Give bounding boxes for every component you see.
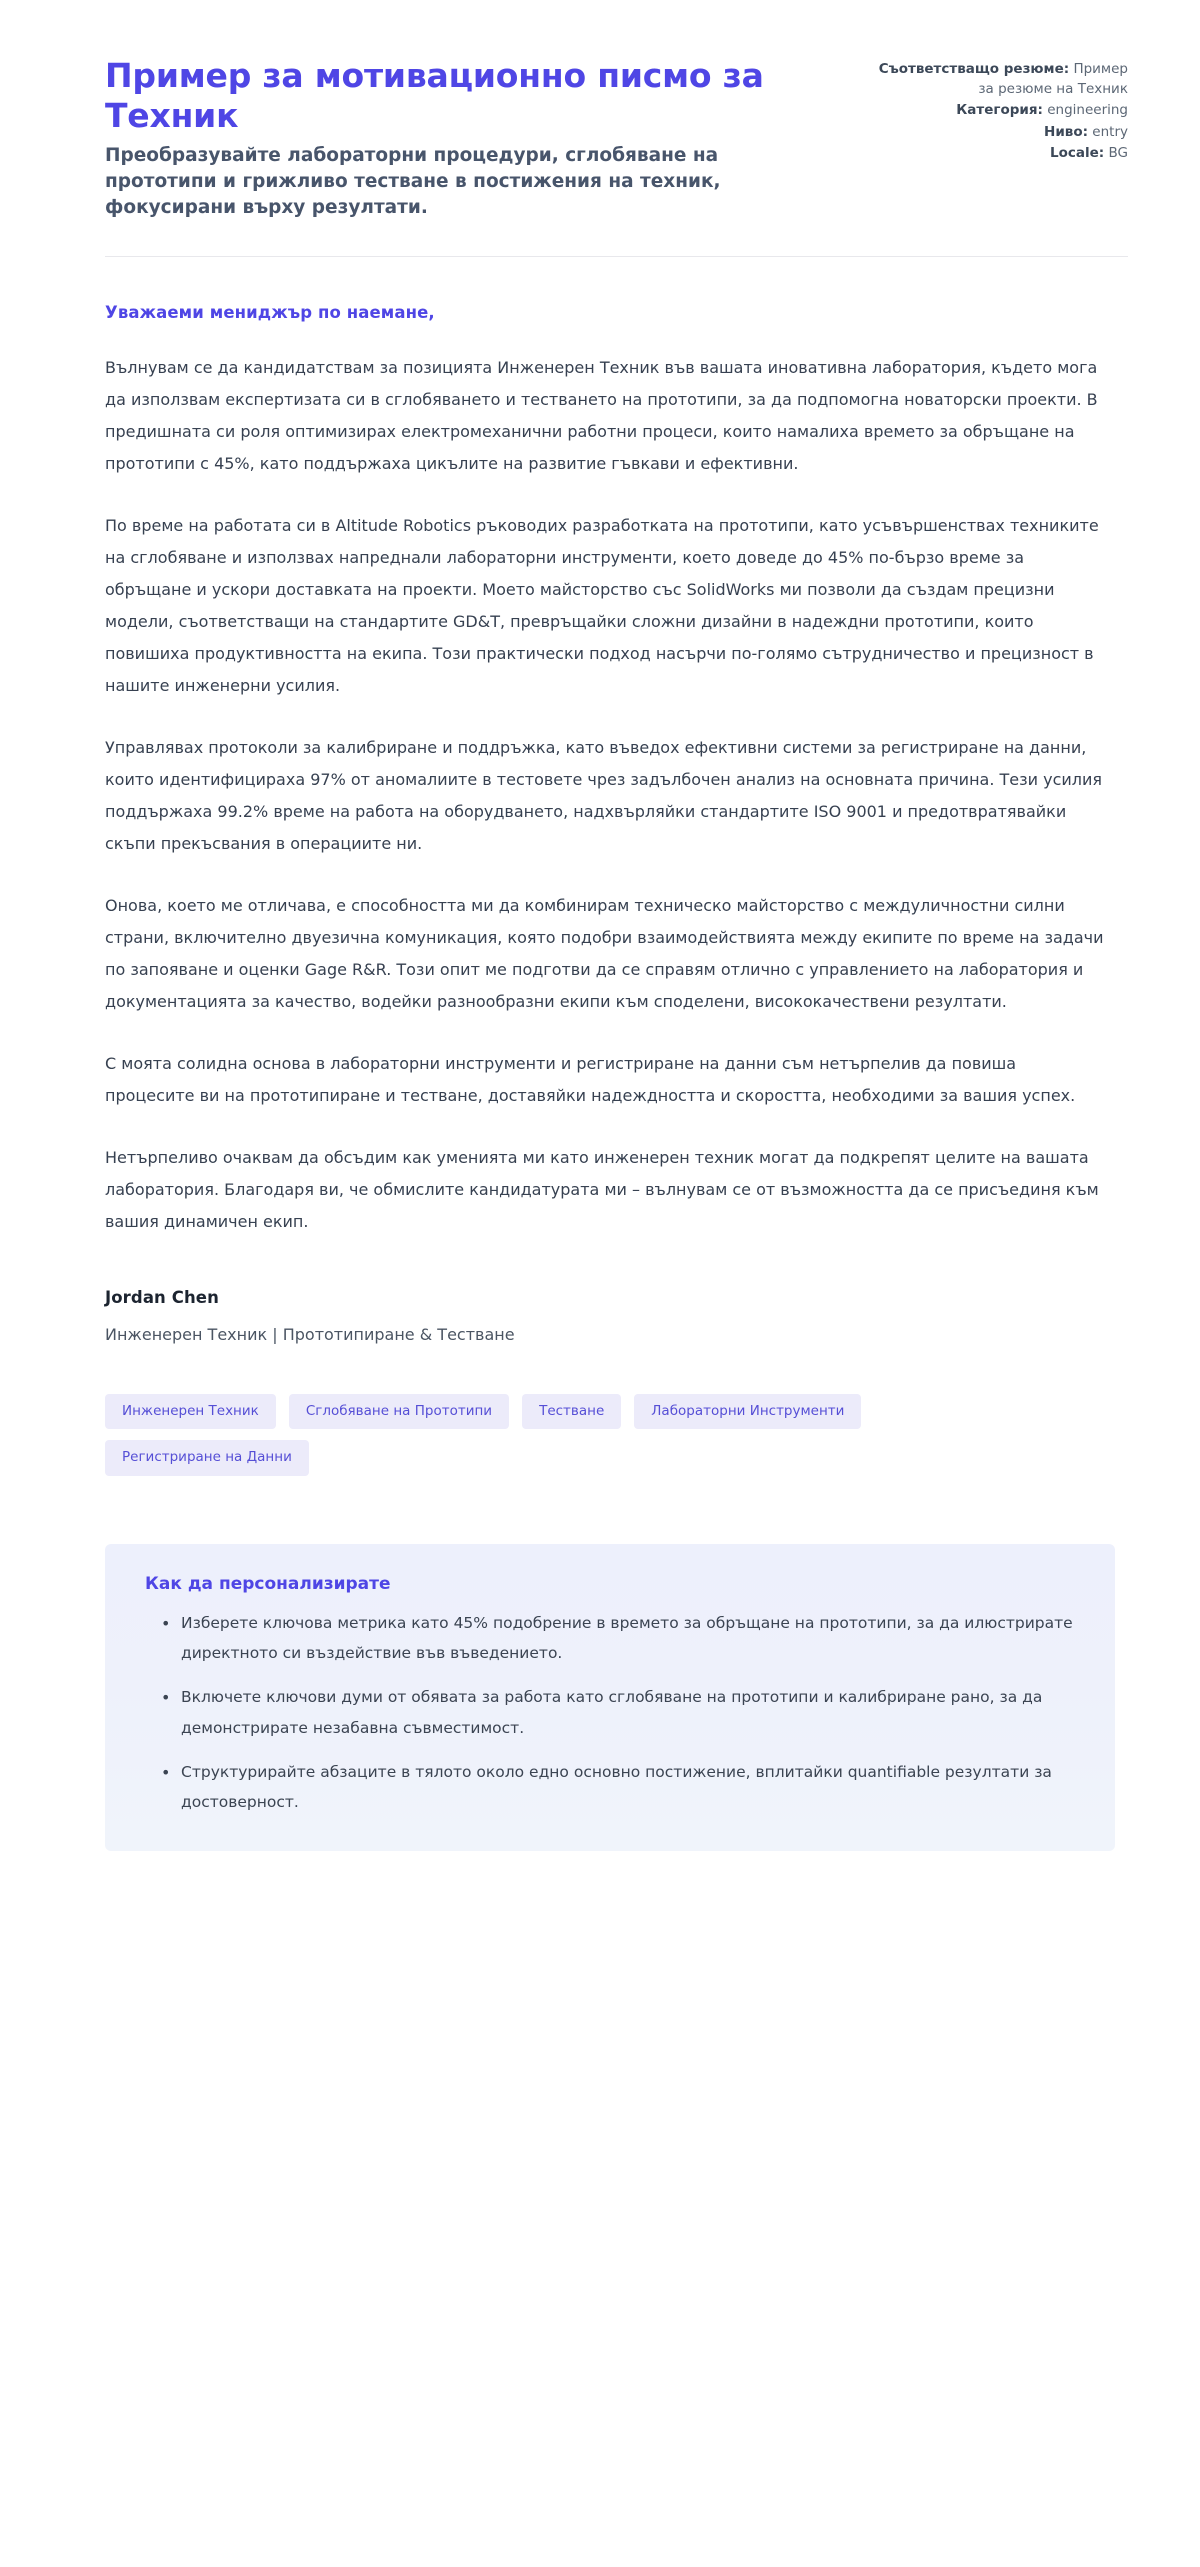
letter-paragraph: По време на работата си в Altitude Robotics ръководих разработката на прототипи, като усъвършенствах техниките на сглобяване и използвах напреднали лабораторни инструменти, което доведе до 45% по-бързо време за обръщане и ускори доставката на проекти. Моето майсторство със SolidWorks ми позволи да създам прецизни модели, съответстващи на стандартите GD&T, превръщайки сложни дизайни в надеждни прототипи, които повишиха продуктивността на екипа. Този практически подход насърчи по-голямо сътрудничество и прецизност в нашите инженерни усилия. (105, 515, 1099, 695)
callout-list-item: • Изберете ключова метрика като 45% подобрение в времето за обръщане на прототипи, за да илюстрирате директното си въздействие във въведението. (171, 1608, 1075, 1668)
letter-paragraph: С моята солидна основа в лабораторни инструменти и регистриране на данни съм нетърпелив да повиша процесите ви на прототипиране и тестване, доставяйки надеждността и скоростта, необходими за вашия успех. (105, 1053, 1076, 1105)
meta-label-category: Категория: (956, 102, 1043, 119)
meta-label-level: Ниво: (1044, 123, 1088, 140)
meta-value-matching-resume: Пример за резюме на Техник (978, 61, 1128, 97)
callout-list-item: • Включете ключови думи от обявата за работа като сглобяване на прототипи и калибриране рано, за да демонстрирате незабавна съвместимост. (171, 1682, 1075, 1742)
meta-row-locale (878, 144, 1128, 164)
letter-body (0, 303, 1200, 1238)
meta-row-level (878, 123, 1128, 143)
header-title-block (105, 56, 865, 222)
letter-paragraph: Онова, което ме отличава, е способността ми да комбинирам техническо майсторство с междуличностни силни страни, включително двуезична комуникация, която подобри взаимодействията между екипите по време на задачи по запояване и оценки Gage R&R. Този опит ме подготви да се справям отлично с управлението на лаборатория и документацията за качество, водейки разнообразни екипи към споделени, висококачествени резултати. (105, 895, 1104, 1011)
meta-label-locale: Locale: (1050, 145, 1105, 162)
page-subtitle: Преобразувайте лабораторни процедури, сглобяване на прототипи и грижливо тестване в постижения на техник, фокусирани върху резултати. (105, 144, 721, 219)
tag-chip[interactable]: Тестване (522, 1394, 621, 1430)
signature-name: Jordan Chen (105, 1287, 219, 1307)
callout-title: Как да персонализирате (145, 1573, 391, 1594)
meta-label-matching-resume: Съответстващо резюме: (878, 61, 1070, 77)
tag-list (0, 1394, 960, 1476)
tag-chip[interactable]: Сглобяване на Прототипи (289, 1394, 509, 1430)
letter-paragraph: Управлявах протоколи за калибриране и поддръжка, като въведох ефективни системи за регистриране на данни, които идентифицираха 97% от аномалиите в тестовете чрез задълбочен анализ на основната причина. Тези усилия поддържаха 99.2% време на работа на оборудването, надхвърляйки стандартите ISO 9001 и предотвратявайки скъпи прекъсвания в операциите ни. (105, 737, 1103, 853)
bottom-spacer (0, 1851, 1200, 1911)
letter-paragraph: Нетърпеливо очаквам да обсъдим как уменията ми като инженерен техник могат да подкрепят целите на вашата лаборатория. Благодаря ви, че обмислите кандидатурата ми – вълнувам се от възможността да се присъединя към вашия динамичен екип. (105, 1147, 1099, 1231)
letter-paragraph: Вълнувам се да кандидатствам за позицията Инженерен Техник във вашата иновативна лаборатория, където мога да използвам експертизата си в сглобяването и тестването на прототипи, за да подпомогна новаторски проекти. В предишната си роля оптимизирах електромеханични работни процеси, които намалиха времето за обръщане на прототипи с 45%, като поддържаха цикълите на развитие гъвкави и ефективни. (105, 357, 1098, 473)
tag-chip[interactable]: Инженерен Техник (105, 1394, 276, 1430)
page-title: Пример за мотивационно писмо за Техник (105, 56, 764, 136)
meta-row-matching-resume (878, 60, 1128, 99)
callout-list-item: • Структурирайте абзаците в тялото около едно основно постижение, вплитайки quantifiable резултати за достоверност. (171, 1757, 1075, 1817)
page-header (0, 0, 1200, 222)
signature-block (0, 1288, 1200, 1344)
tag-chip[interactable]: Регистриране на Данни (105, 1440, 309, 1476)
header-divider (105, 256, 1128, 257)
meta-value-level: entry (1092, 123, 1128, 140)
document-metadata (878, 56, 1128, 166)
meta-value-category: engineering (1047, 102, 1128, 119)
tag-chip[interactable]: Лабораторни Инструменти (634, 1394, 861, 1430)
letter-salutation: Уважаеми мениджър по наемане, (105, 302, 435, 322)
meta-row-category (878, 101, 1128, 121)
callout-list (145, 1608, 1075, 1817)
meta-value-locale: BG (1108, 145, 1128, 162)
signature-role: Инженерен Техник | Прототипиране & Тестване (105, 1324, 515, 1344)
personalization-callout (105, 1544, 1115, 1851)
